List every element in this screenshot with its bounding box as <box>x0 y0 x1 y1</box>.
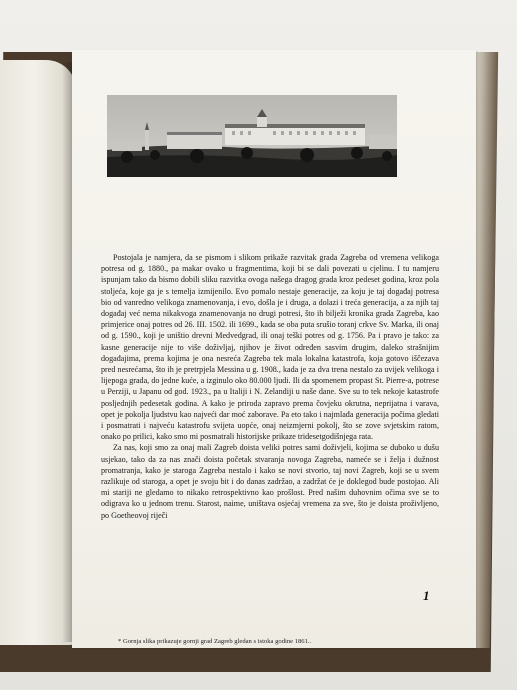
city-panorama-photo <box>107 95 397 177</box>
page-number: 1 <box>423 588 430 603</box>
city-panorama-image <box>107 95 397 177</box>
main-text <box>101 252 439 521</box>
book-page <box>72 50 476 648</box>
paragraph-2: Za nas, koji smo za onaj mali Zagreb doista veliki potres sami doživjeli, kojima se duboko u dušu usjekao, tako da za nas znači doista početak stvaranja novoga Zagreba, nameće se i želja i dužnost promatranja, kako je staroga Zagreba nestalo i kako se novi stvorio, taj novi Zagreb, koji se u svem razlikuje od staroga, a opet je svoju bit i do danas zadržao, a zadržat će je doklegod bude postojao. Ali mi stariji ne gledamo to nikako retrospektivno kao prošlost. Pred našim duhovnim očima sve se to odigrava ko u jednom trenu. Starost, naime, uništava osjećaj vremena za sve, što je doista proživljeno, po Goetheovoj riječi <box>101 443 439 520</box>
photo-caption-footnote: * Gornja slika prikazuje gornji grad Zagreb gledan s istoka godine 1861.. <box>118 638 312 645</box>
paragraph-1: Postojala je namjera, da se pismom i slikom prikaže razvitak grada Zagreba od vremena velikoga potresa od g. 1880., pa makar ovako u fragmentima, koji bi se dali povezati u cjelinu. I tu namjeru ispunjam tako da bismo dobili sliku razvitka ovoga našega dragog grada kroz pedeset godina, kroz pola stoljeća, koje ga je s temelja izmijenilo. Evo pomalo nestaje generacije, za koju je taj događaj potresa bio od vanredno velikoga znamenovanja, i evo, došla je i druga, a dolazi i treća generacija, a za njih taj događaj već nema nikakvoga znamenovanja no drugi potresi, što ih bilježi kronika grada Zagreba, kao primjerice onaj potres od 26. III. 1502. ili 1699., kada se oba puta srušio toranj crkve Sv. Marka, ili onaj od g. 1590., koji je uništio drevni Medvedgrad, ili onaj teški potres od g. 1756. Pa i pravo je tako: za kasne generacije nije to više doživljaj, njihov je život određen sasvim drugim, daleko strašnijim događajima, prema kojima je ona nesreća Zagreba tek mala lokalna katastrofa, koja gotovo iščezava pred nesrećama, što ih je pretrpjela Messina u g. 1908., kada je za dva trena nestalo za uvijek velikoga i lijepoga grada, do jedne kuće, a izginulo oko 80.000 ljudi. Ili da spomenem propast St. Pierre-a, potrese u Perziji, u Japanu od god. 1923., pa u Italiji i N. Zelandiji u naše dane. Sve su to tek nekoje katastrofe posljednjih pedesetak godina. A kako je priroda zapravo prema čovjeku okrutna, neprijatna i varava, opet je pokolja ljudstvu kao najveći dar moć zaborave. Pa eto tako i najmlađa generacija počima gledati i posmatrati i najveću katastrofu svijeta uopće, onaj neizmjerni pokolj, što se zove svjetskim ratom, onako po prilici, kako smo mi posmatrali historijske prikaze tridesetgodišnjega rata. <box>101 253 439 442</box>
